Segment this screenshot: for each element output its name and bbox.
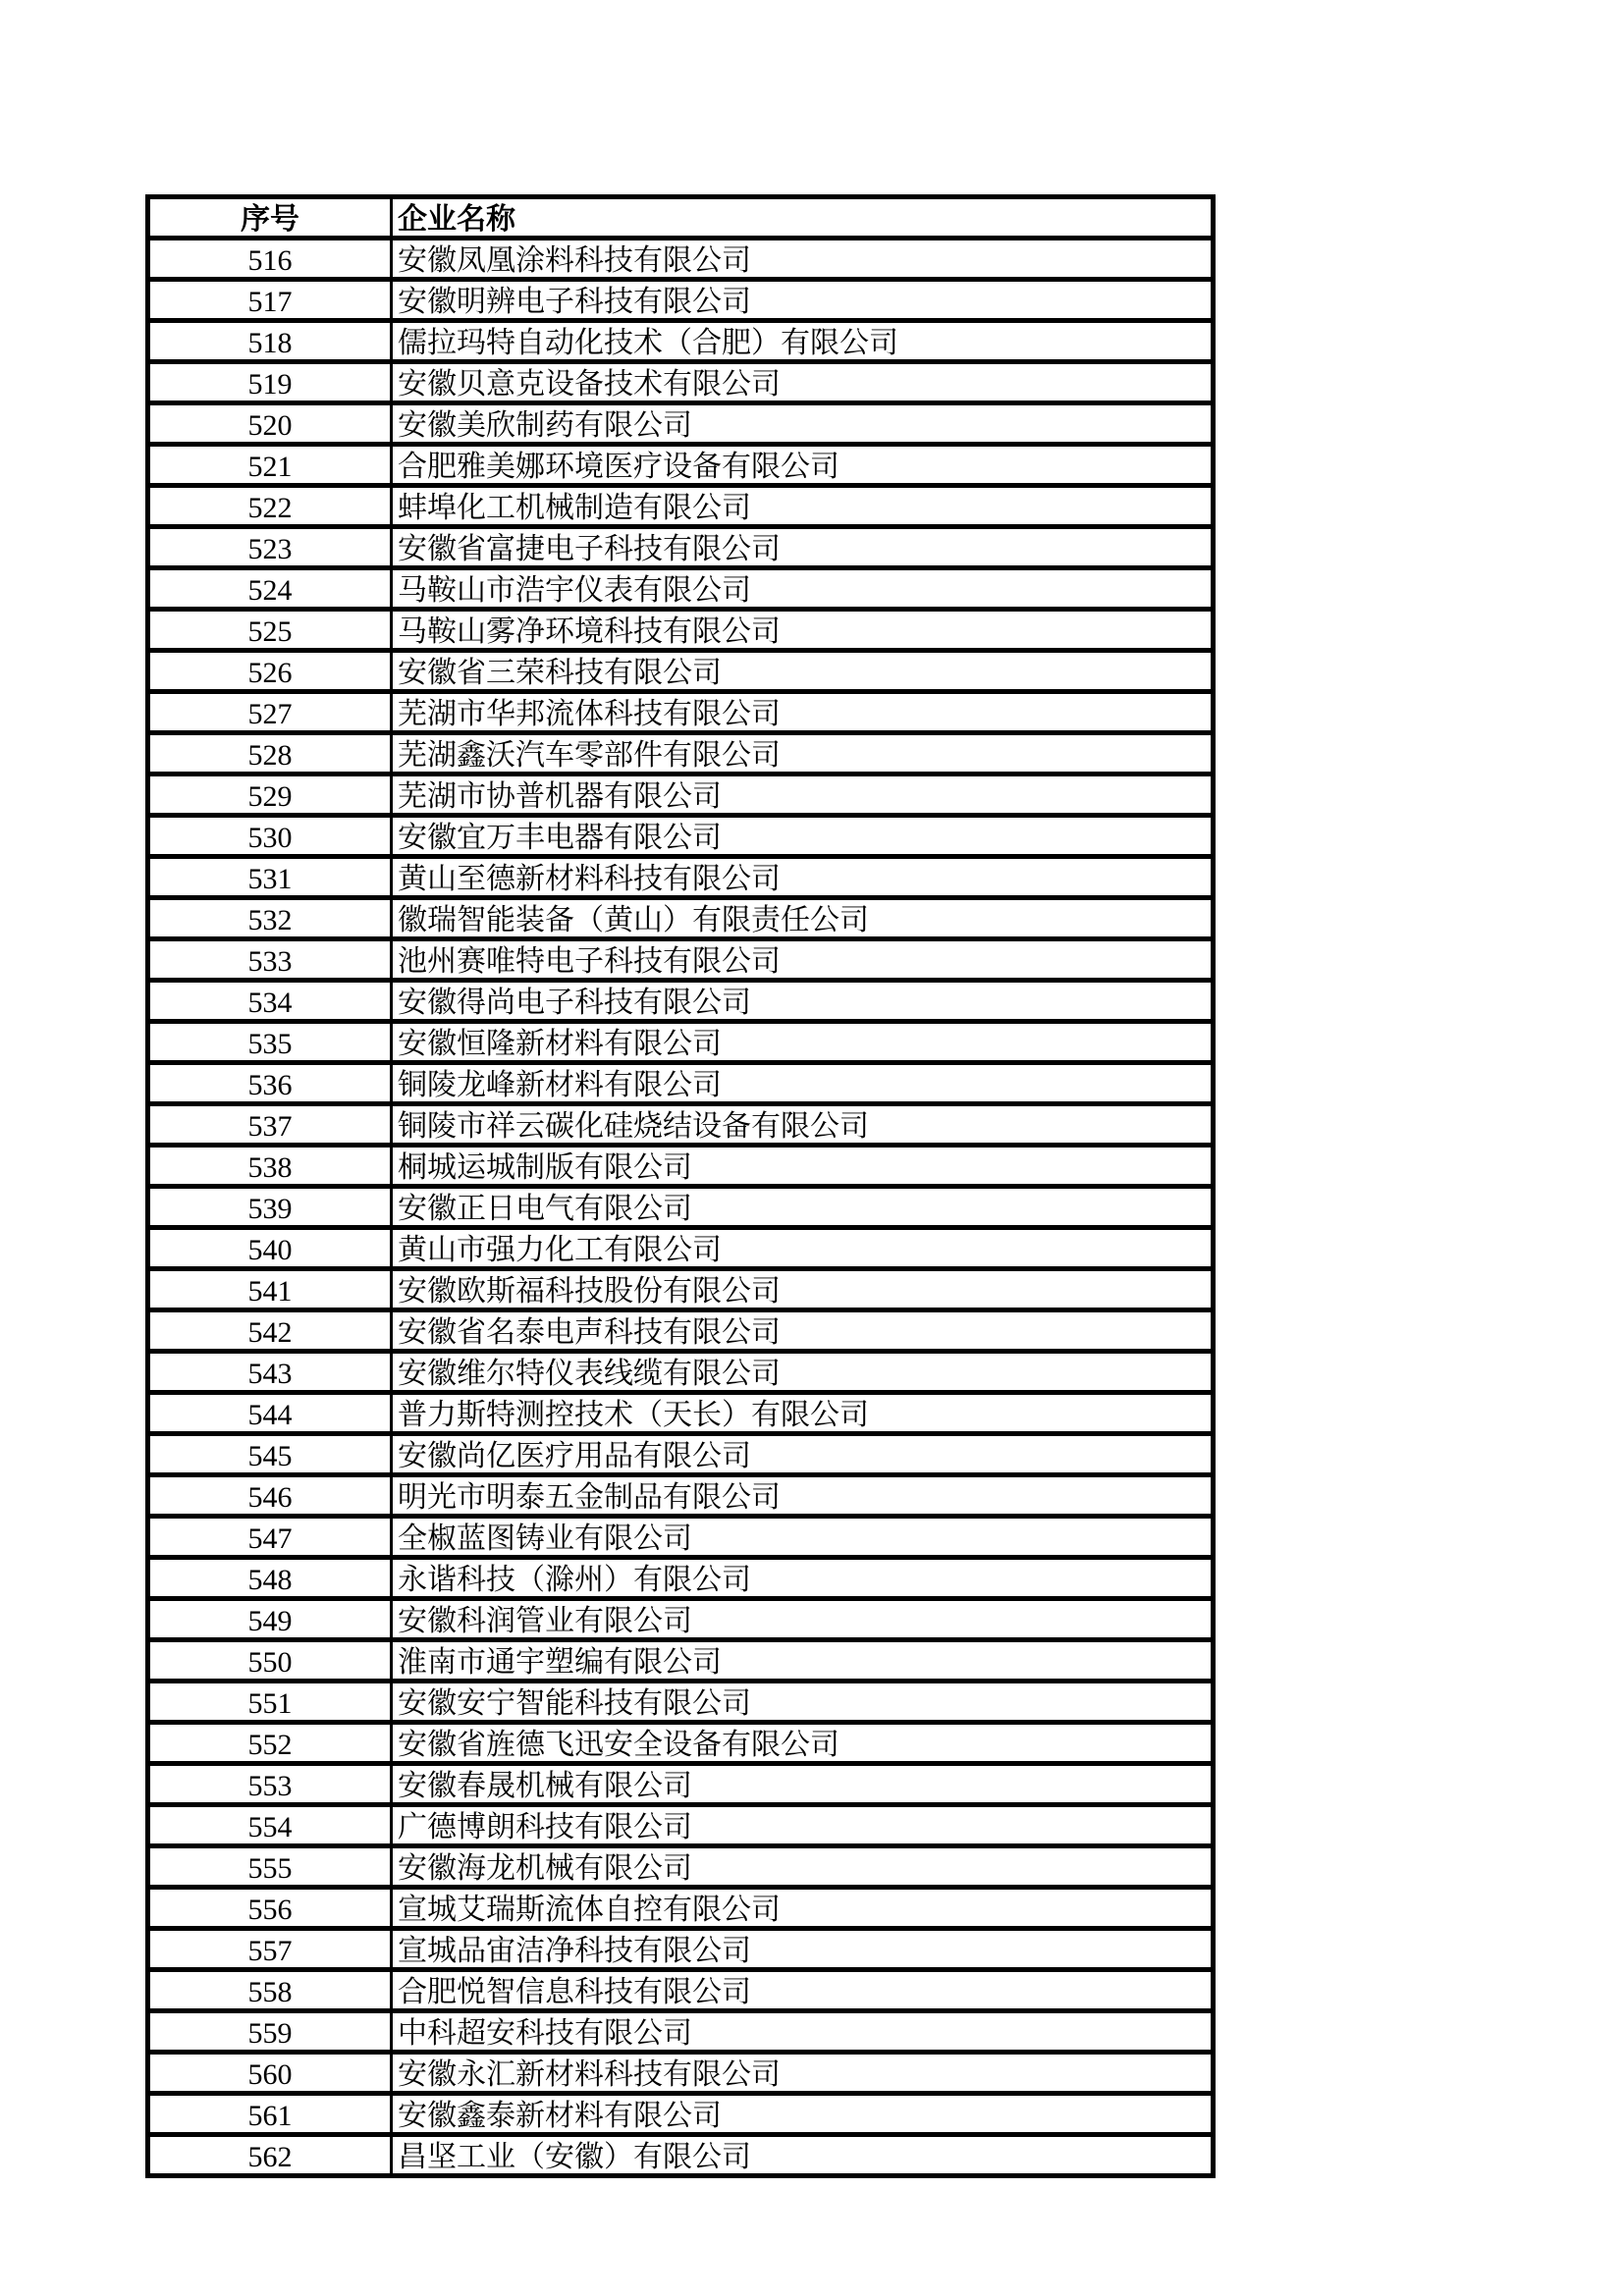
company-name-cell: 安徽省富捷电子科技有限公司 bbox=[392, 527, 1214, 568]
company-name-cell: 宣城品宙洁净科技有限公司 bbox=[392, 1929, 1214, 1970]
serial-cell: 561 bbox=[148, 2094, 392, 2135]
table-row bbox=[148, 1846, 1214, 1888]
serial-cell: 559 bbox=[148, 2011, 392, 2053]
company-name-cell: 永谐科技（滁州）有限公司 bbox=[392, 1558, 1214, 1599]
company-name-cell: 芜湖鑫沃汽车零部件有限公司 bbox=[392, 733, 1214, 774]
serial-cell: 533 bbox=[148, 939, 392, 981]
company-name-cell: 马鞍山市浩宇仪表有限公司 bbox=[392, 568, 1214, 610]
serial-cell: 539 bbox=[148, 1187, 392, 1228]
company-name-cell: 桐城运城制版有限公司 bbox=[392, 1146, 1214, 1187]
serial-cell: 554 bbox=[148, 1805, 392, 1846]
company-name-cell: 黄山至德新材料科技有限公司 bbox=[392, 857, 1214, 898]
table-row bbox=[148, 1640, 1214, 1682]
table-row bbox=[148, 445, 1214, 486]
table-row bbox=[148, 816, 1214, 857]
company-list-page bbox=[145, 194, 1216, 2178]
company-name-cell: 安徽省三荣科技有限公司 bbox=[392, 651, 1214, 692]
company-name-column-header: 企业名称 bbox=[392, 197, 1214, 239]
company-name-cell: 昌坚工业（安徽）有限公司 bbox=[392, 2135, 1214, 2176]
serial-cell: 547 bbox=[148, 1517, 392, 1558]
company-name-cell: 合肥雅美娜环境医疗设备有限公司 bbox=[392, 445, 1214, 486]
serial-cell: 550 bbox=[148, 1640, 392, 1682]
company-name-cell: 安徽欧斯福科技股份有限公司 bbox=[392, 1269, 1214, 1310]
company-name-cell: 芜湖市华邦流体科技有限公司 bbox=[392, 692, 1214, 733]
table-row bbox=[148, 362, 1214, 403]
company-table bbox=[145, 194, 1216, 2178]
company-name-cell: 安徽省名泰电声科技有限公司 bbox=[392, 1310, 1214, 1352]
table-row bbox=[148, 1970, 1214, 2011]
table-row bbox=[148, 2053, 1214, 2094]
table-row bbox=[148, 2094, 1214, 2135]
table-row bbox=[148, 280, 1214, 321]
serial-cell: 519 bbox=[148, 362, 392, 403]
company-name-cell: 安徽宜万丰电器有限公司 bbox=[392, 816, 1214, 857]
company-name-cell: 安徽鑫泰新材料有限公司 bbox=[392, 2094, 1214, 2135]
serial-cell: 516 bbox=[148, 239, 392, 280]
company-name-cell: 安徽凤凰涂料科技有限公司 bbox=[392, 239, 1214, 280]
table-row bbox=[148, 2011, 1214, 2053]
table-row bbox=[148, 692, 1214, 733]
company-name-cell: 广德博朗科技有限公司 bbox=[392, 1805, 1214, 1846]
table-row bbox=[148, 527, 1214, 568]
table-row bbox=[148, 1104, 1214, 1146]
serial-cell: 525 bbox=[148, 610, 392, 651]
serial-cell: 520 bbox=[148, 403, 392, 445]
company-name-cell: 安徽贝意克设备技术有限公司 bbox=[392, 362, 1214, 403]
serial-cell: 546 bbox=[148, 1475, 392, 1517]
company-name-cell: 马鞍山雾净环境科技有限公司 bbox=[392, 610, 1214, 651]
company-name-cell: 儒拉玛特自动化技术（合肥）有限公司 bbox=[392, 321, 1214, 362]
company-name-cell: 普力斯特测控技术（天长）有限公司 bbox=[392, 1393, 1214, 1434]
table-row bbox=[148, 486, 1214, 527]
serial-cell: 532 bbox=[148, 898, 392, 939]
company-name-cell: 明光市明泰五金制品有限公司 bbox=[392, 1475, 1214, 1517]
company-name-cell: 安徽恒隆新材料有限公司 bbox=[392, 1022, 1214, 1063]
table-row bbox=[148, 1682, 1214, 1723]
serial-cell: 552 bbox=[148, 1723, 392, 1764]
serial-cell: 555 bbox=[148, 1846, 392, 1888]
table-row bbox=[148, 1929, 1214, 1970]
serial-cell: 537 bbox=[148, 1104, 392, 1146]
serial-cell: 553 bbox=[148, 1764, 392, 1805]
company-name-cell: 安徽得尚电子科技有限公司 bbox=[392, 981, 1214, 1022]
serial-cell: 545 bbox=[148, 1434, 392, 1475]
table-row bbox=[148, 1723, 1214, 1764]
table-row bbox=[148, 1228, 1214, 1269]
serial-cell: 534 bbox=[148, 981, 392, 1022]
table-row bbox=[148, 1599, 1214, 1640]
table-row bbox=[148, 939, 1214, 981]
serial-cell: 540 bbox=[148, 1228, 392, 1269]
company-name-cell: 铜陵市祥云碳化硅烧结设备有限公司 bbox=[392, 1104, 1214, 1146]
table-row bbox=[148, 321, 1214, 362]
table-row bbox=[148, 2135, 1214, 2176]
company-name-cell: 徽瑞智能装备（黄山）有限责任公司 bbox=[392, 898, 1214, 939]
company-name-cell: 安徽安宁智能科技有限公司 bbox=[392, 1682, 1214, 1723]
serial-cell: 543 bbox=[148, 1352, 392, 1393]
table-row bbox=[148, 1475, 1214, 1517]
serial-cell: 560 bbox=[148, 2053, 392, 2094]
table-row bbox=[148, 1146, 1214, 1187]
company-name-cell: 淮南市通宇塑编有限公司 bbox=[392, 1640, 1214, 1682]
company-name-cell: 黄山市强力化工有限公司 bbox=[392, 1228, 1214, 1269]
serial-cell: 542 bbox=[148, 1310, 392, 1352]
table-row bbox=[148, 651, 1214, 692]
serial-cell: 522 bbox=[148, 486, 392, 527]
company-name-cell: 安徽明辨电子科技有限公司 bbox=[392, 280, 1214, 321]
serial-cell: 528 bbox=[148, 733, 392, 774]
serial-cell: 556 bbox=[148, 1888, 392, 1929]
company-name-cell: 安徽省旌德飞迅安全设备有限公司 bbox=[392, 1723, 1214, 1764]
serial-cell: 562 bbox=[148, 2135, 392, 2176]
table-row bbox=[148, 857, 1214, 898]
company-name-cell: 安徽春晟机械有限公司 bbox=[392, 1764, 1214, 1805]
serial-cell: 549 bbox=[148, 1599, 392, 1640]
serial-cell: 557 bbox=[148, 1929, 392, 1970]
company-name-cell: 全椒蓝图铸业有限公司 bbox=[392, 1517, 1214, 1558]
table-header-row bbox=[148, 197, 1214, 239]
serial-cell: 548 bbox=[148, 1558, 392, 1599]
company-name-cell: 宣城艾瑞斯流体自控有限公司 bbox=[392, 1888, 1214, 1929]
table-row bbox=[148, 1187, 1214, 1228]
company-name-cell: 安徽尚亿医疗用品有限公司 bbox=[392, 1434, 1214, 1475]
table-row bbox=[148, 1022, 1214, 1063]
company-name-cell: 中科超安科技有限公司 bbox=[392, 2011, 1214, 2053]
serial-cell: 523 bbox=[148, 527, 392, 568]
table-row bbox=[148, 1517, 1214, 1558]
serial-cell: 517 bbox=[148, 280, 392, 321]
serial-cell: 531 bbox=[148, 857, 392, 898]
serial-cell: 544 bbox=[148, 1393, 392, 1434]
table-row bbox=[148, 733, 1214, 774]
table-row bbox=[148, 1269, 1214, 1310]
table-row bbox=[148, 239, 1214, 280]
serial-cell: 535 bbox=[148, 1022, 392, 1063]
table-row bbox=[148, 1393, 1214, 1434]
company-name-cell: 安徽维尔特仪表线缆有限公司 bbox=[392, 1352, 1214, 1393]
company-name-cell: 安徽科润管业有限公司 bbox=[392, 1599, 1214, 1640]
company-name-cell: 铜陵龙峰新材料有限公司 bbox=[392, 1063, 1214, 1104]
table-row bbox=[148, 774, 1214, 816]
table-row bbox=[148, 981, 1214, 1022]
serial-cell: 524 bbox=[148, 568, 392, 610]
company-name-cell: 安徽永汇新材料科技有限公司 bbox=[392, 2053, 1214, 2094]
serial-cell: 521 bbox=[148, 445, 392, 486]
company-name-cell: 蚌埠化工机械制造有限公司 bbox=[392, 486, 1214, 527]
table-row bbox=[148, 1764, 1214, 1805]
table-row bbox=[148, 1434, 1214, 1475]
company-name-cell: 安徽正日电气有限公司 bbox=[392, 1187, 1214, 1228]
serial-cell: 551 bbox=[148, 1682, 392, 1723]
serial-cell: 558 bbox=[148, 1970, 392, 2011]
table-row bbox=[148, 1310, 1214, 1352]
table-row bbox=[148, 568, 1214, 610]
serial-cell: 526 bbox=[148, 651, 392, 692]
serial-cell: 536 bbox=[148, 1063, 392, 1104]
table-row bbox=[148, 1063, 1214, 1104]
table-row bbox=[148, 1888, 1214, 1929]
table-row bbox=[148, 1805, 1214, 1846]
serial-cell: 530 bbox=[148, 816, 392, 857]
company-name-cell: 安徽美欣制药有限公司 bbox=[392, 403, 1214, 445]
company-name-cell: 芜湖市协普机器有限公司 bbox=[392, 774, 1214, 816]
table-row bbox=[148, 403, 1214, 445]
company-name-cell: 安徽海龙机械有限公司 bbox=[392, 1846, 1214, 1888]
serial-cell: 538 bbox=[148, 1146, 392, 1187]
table-row bbox=[148, 898, 1214, 939]
company-name-cell: 池州赛唯特电子科技有限公司 bbox=[392, 939, 1214, 981]
company-name-cell: 合肥悦智信息科技有限公司 bbox=[392, 1970, 1214, 2011]
serial-column-header: 序号 bbox=[148, 197, 392, 239]
serial-cell: 529 bbox=[148, 774, 392, 816]
serial-cell: 541 bbox=[148, 1269, 392, 1310]
table-row bbox=[148, 1352, 1214, 1393]
table-row bbox=[148, 1558, 1214, 1599]
serial-cell: 518 bbox=[148, 321, 392, 362]
serial-cell: 527 bbox=[148, 692, 392, 733]
table-row bbox=[148, 610, 1214, 651]
